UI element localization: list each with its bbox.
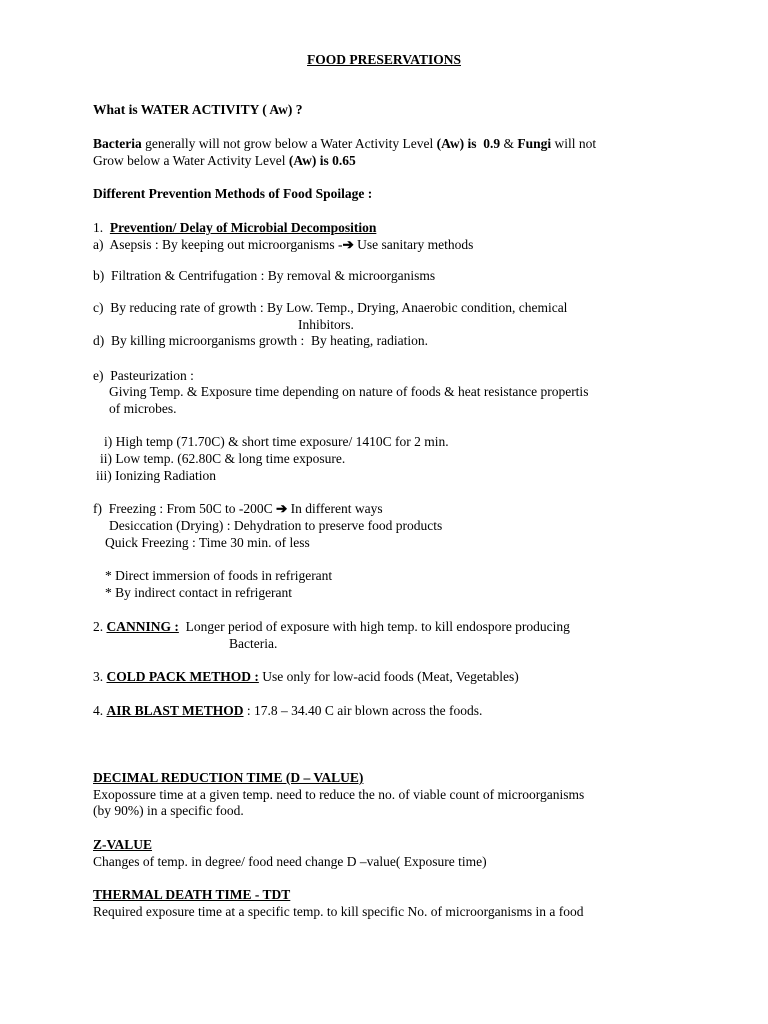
item-a-text: a) Asepsis : By keeping out microorganisms - — [93, 237, 343, 252]
item-f-text: f) Freezing : From 50C to -200C — [93, 501, 276, 516]
air-blast-number: 4. — [93, 703, 107, 718]
item-f-quick-freezing: Quick Freezing : Time 30 min. of less — [105, 535, 310, 550]
item-a-result: Use sanitary methods — [353, 237, 474, 252]
cold-pack-line — [93, 669, 519, 685]
air-blast-label: AIR BLAST METHOD — [106, 703, 244, 718]
canning-number: 2. — [93, 619, 107, 634]
item-d: d) By killing microorganisms growth : By heating, radiation. — [93, 333, 428, 348]
water-activity-question: What is WATER ACTIVITY ( Aw) ? — [93, 102, 303, 117]
cold-pack-text: Use only for low-acid foods (Meat, Vegetables) — [258, 669, 519, 684]
prevention-heading: Prevention/ Delay of Microbial Decomposition — [109, 220, 377, 235]
canning-label: CANNING : — [106, 619, 179, 634]
canning-line — [93, 619, 570, 635]
air-blast-text: : 17.8 – 34.40 C air blown across the foods. — [243, 703, 483, 718]
water-activity-text-2a: Grow below a Water Activity Level — [93, 153, 289, 168]
air-blast-line — [93, 703, 482, 719]
canning-line-2: Bacteria. — [229, 636, 278, 651]
water-activity-text-1b: will not — [551, 136, 597, 151]
d-value-heading: DECIMAL REDUCTION TIME (D – VALUE) — [93, 770, 364, 785]
item-f-result: In different ways — [287, 501, 383, 516]
bacteria-term: Bacteria — [93, 136, 142, 151]
prevention-heading-line — [93, 220, 376, 236]
item-e-sub-iii: iii) Ionizing Radiation — [96, 468, 216, 483]
item-f — [93, 501, 383, 517]
item-e-sub-ii: ii) Low temp. (62.80C & long time exposure. — [100, 451, 346, 466]
item-e-sub-i: i) High temp (71.70C) & short time exposure/ 1410C for 2 min. — [104, 434, 449, 449]
d-value-line-1: Exopossure time at a given temp. need to reduce the no. of viable count of microorganisms — [93, 787, 585, 802]
item-a — [93, 237, 473, 253]
water-activity-text-1a: generally will not grow below a Water Activity Level — [141, 136, 437, 151]
prevention-number: 1. — [93, 220, 110, 235]
item-c-line-1: c) By reducing rate of growth : By Low. Temp., Drying, Anaerobic condition, chemical — [93, 300, 568, 315]
methods-heading: Different Prevention Methods of Food Spoilage : — [93, 186, 373, 201]
arrow-right-icon: ➔ — [275, 501, 288, 516]
item-f-bullet-1: * Direct immersion of foods in refrigerant — [105, 568, 333, 583]
aw-bacteria-value: (Aw) is 0.9 — [436, 136, 501, 151]
z-value-heading: Z-VALUE — [93, 837, 153, 852]
tdt-line-1: Required exposure time at a specific temp. to kill specific No. of microorganisms in a food — [93, 904, 584, 919]
aw-fungi-value: (Aw) is 0.65 — [288, 153, 356, 168]
cold-pack-label: COLD PACK METHOD : — [106, 669, 259, 684]
water-activity-line-1 — [93, 136, 596, 152]
canning-text: Longer period of exposure with high temp. to kill endospore producing — [178, 619, 570, 634]
item-e-heading: e) Pasteurization : — [93, 368, 194, 383]
water-activity-line-2 — [93, 153, 356, 169]
cold-pack-number: 3. — [93, 669, 107, 684]
item-e-line-1: Giving Temp. & Exposure time depending on nature of foods & heat resistance propertis — [109, 384, 589, 399]
item-f-desiccation: Desiccation (Drying) : Dehydration to preserve food products — [109, 518, 443, 533]
fungi-term: Fungi — [517, 136, 552, 151]
page-title: FOOD PRESERVATIONS — [307, 52, 461, 67]
z-value-line-1: Changes of temp. in degree/ food need change D –value( Exposure time) — [93, 854, 487, 869]
item-b: b) Filtration & Centrifugation : By removal & microorganisms — [93, 268, 436, 283]
item-e-line-2: of microbes. — [109, 401, 177, 416]
ampersand: & — [500, 136, 518, 151]
item-f-bullet-2: * By indirect contact in refrigerant — [105, 585, 293, 600]
arrow-right-icon: ➔ — [342, 237, 354, 252]
d-value-line-2: (by 90%) in a specific food. — [93, 803, 244, 818]
item-c-line-2: Inhibitors. — [298, 317, 354, 332]
tdt-heading: THERMAL DEATH TIME - TDT — [93, 887, 291, 902]
